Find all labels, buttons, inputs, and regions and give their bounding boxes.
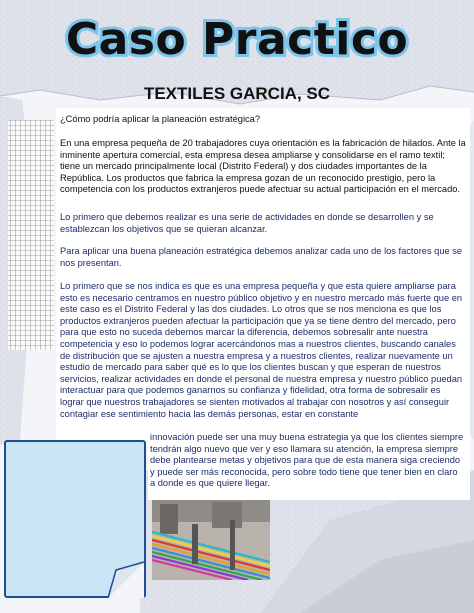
page-title: Caso Practico [65, 14, 409, 65]
paragraph-1: Lo primero que debemos realizar es una serie de actividades en donde se desarrollen y se establezcan los objetivos que se quieran alcanzar. [60, 212, 434, 234]
textile-machine-photo [152, 500, 270, 580]
note-fold-icon [4, 440, 146, 598]
question-text: ¿Cómo podría aplicar la planeación estratégica? [60, 114, 260, 124]
paragraph-2: Para aplicar una buena planeación estratégica debemos analizar cada uno de los factores que se nos presentan. [60, 246, 463, 268]
paragraph-3-continuation: innovación puede ser una muy buena estrategia ya que los clientes siempre tendrán algo nuevo que ver y eso llamara su atención, la empresa siempre debe plantearse metas y objetivos para que de esta manera siga creciendo y puede ser más reconocida, pero sobre todo tiene que tener bien en claro a donde es que quiere llegar. [150, 432, 464, 489]
intro-paragraph: En una empresa pequeña de 20 trabajadores cuya orientación es la fabricación de hilados. Ante la inminente apertura comercial, esta empresa desea ampliarse y consolidarse en el ramo textil; tiene un mercado principalmente local (Distrito Federal) y dos ciudades importantes de la República. Los productos que fabrica la empresa gozan de un reconocido prestigio, pero la competencia con los productos extranjeros puede afectuar su actual participación en el mercado. [60, 138, 466, 195]
blank-note-card [4, 440, 146, 598]
paragraph-3: Lo primero que se nos indica es que es una empresa pequeña y que esta quiere ampliarse para esto es necesario centramos en nuestro público objetivo y en nuestro mercado más fuerte que en este caso es el Distrito Federal y las dos ciudades. Lo otros que se nos menciona es que los productos extranjeros pueden afectuar la participación que ya se tiene dentro del mercado, pero para que esto no suceda debemos marcar la diferencia, debemos sobresalir ante nuestra competencia y eso lo podemos lograr acercándonos mas a nuestros clientes, buscando canales de distribución que se ajusten a nuestra empresa y a nuestros clientes, realizar nuevamente un estudio de mercado para saber qué es lo que los clientes buscan y que esperan de nuestros servicios, realizar actividades en donde el personal de nuestra empresa y nuestro público puedan interactuar para que podemos ganarnos su confianza y fidelidad, otra forma de sobresalir es lograr que nuestros trabajadores se sienten motivados al trabajar con nosotros y así conseguir contagiar ese sentimiento hacia las demás personas, estar en constante [60, 281, 463, 419]
document-subtitle: TEXTILES GARCIA, SC [143, 84, 331, 103]
